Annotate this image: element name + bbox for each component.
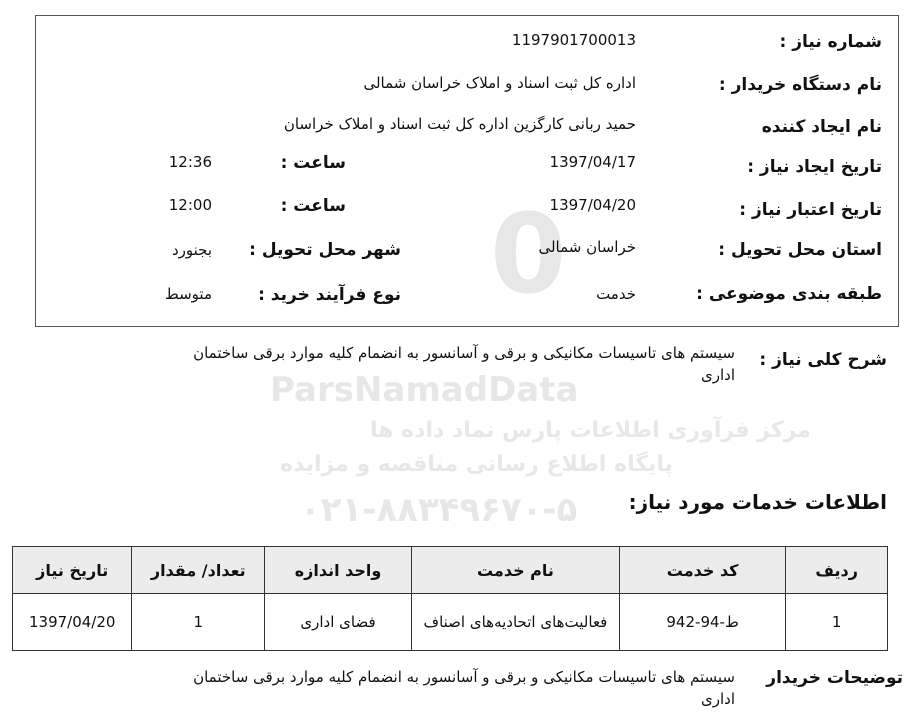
delivery-city-value: بجنورد [171,241,212,259]
created-time-value: 12:36 [168,153,212,171]
cell-row-number: 1 [786,594,888,651]
general-description-text [35,342,735,386]
buyer-notes-text [35,666,735,710]
delivery-province-label: استان محل تحویل : [718,240,882,260]
col-header-need-date: تاریخ نیاز [13,547,132,594]
creator-label: نام ایجاد کننده [761,117,882,137]
cell-quantity: 1 [132,594,265,651]
creator-value: حمید ربانی کارگزین اداره کل ثبت اسناد و املاک خراسان [283,115,636,133]
general-description-label: شرح کلی نیاز : [759,350,887,370]
delivery-province-value: خراسان شمالی [538,238,636,256]
watermark-phone: ۰۲۱-۸۸۳۴۹۶۷۰-۵ [300,490,578,530]
col-header-quantity: تعداد/ مقدار [132,547,265,594]
buyer-org-label: نام دستگاه خریدار : [718,75,882,95]
created-date-value: 1397/04/17 [549,153,636,171]
buyer-org-value: اداره کل ثبت اسناد و املاک خراسان شمالی [363,74,636,92]
buyer-notes-line-1: سیستم های تاسیسات مکانیکی و برقی و آسانسور به انضمام کلیه موارد برقی ساختمان [193,668,735,686]
cell-need-date: 1397/04/20 [13,594,132,651]
purchase-process-value: متوسط [164,285,212,303]
validity-date-label: تاریخ اعتبار نیاز : [739,200,882,220]
validity-time-label: ساعت : [280,196,346,216]
col-header-service-name: نام خدمت [411,547,619,594]
services-table-header-row [13,547,888,594]
services-table [12,546,888,651]
purchase-process-label: نوع فرآیند خرید : [258,285,401,305]
watermark-brand: ParsNamadData [270,370,579,410]
general-description-line-2: اداری [701,366,735,384]
validity-time-value: 12:00 [168,196,212,214]
general-description-line-1: سیستم های تاسیسات مکانیکی و برقی و آسانسور به انضمام کلیه موارد برقی ساختمان [193,344,735,362]
watermark-digits: 0 [490,190,567,318]
category-label: طبقه بندی موضوعی : [696,284,882,304]
need-number-label: شماره نیاز : [779,32,882,52]
delivery-city-label: شهر محل تحویل : [249,240,401,260]
created-time-label: ساعت : [280,153,346,173]
col-header-unit: واحد اندازه [265,547,412,594]
cell-service-name: فعالیت‌های اتحادیه‌های اصناف [411,594,619,651]
services-section-title: اطلاعات خدمات مورد نیاز: [628,490,887,514]
buyer-notes-line-2: اداری [701,690,735,708]
col-header-row-number: ردیف [786,547,888,594]
buyer-notes-label: توضیحات خریدار [766,668,903,688]
col-header-service-code: کد خدمت [619,547,785,594]
watermark-line2: پایگاه اطلاع رسانی مناقصه و مزایده [280,452,673,477]
cell-service-code: ط-94-942 [619,594,785,651]
cell-unit: فضای اداری [265,594,412,651]
watermark-line1: مرکز فرآوری اطلاعات پارس نماد داده ها [370,418,811,443]
need-number-value: 1197901700013 [511,31,636,49]
need-info-box [35,15,899,327]
validity-date-value: 1397/04/20 [549,196,636,214]
created-date-label: تاریخ ایجاد نیاز : [747,157,882,177]
category-value: خدمت [596,285,636,303]
table-row [13,594,888,651]
